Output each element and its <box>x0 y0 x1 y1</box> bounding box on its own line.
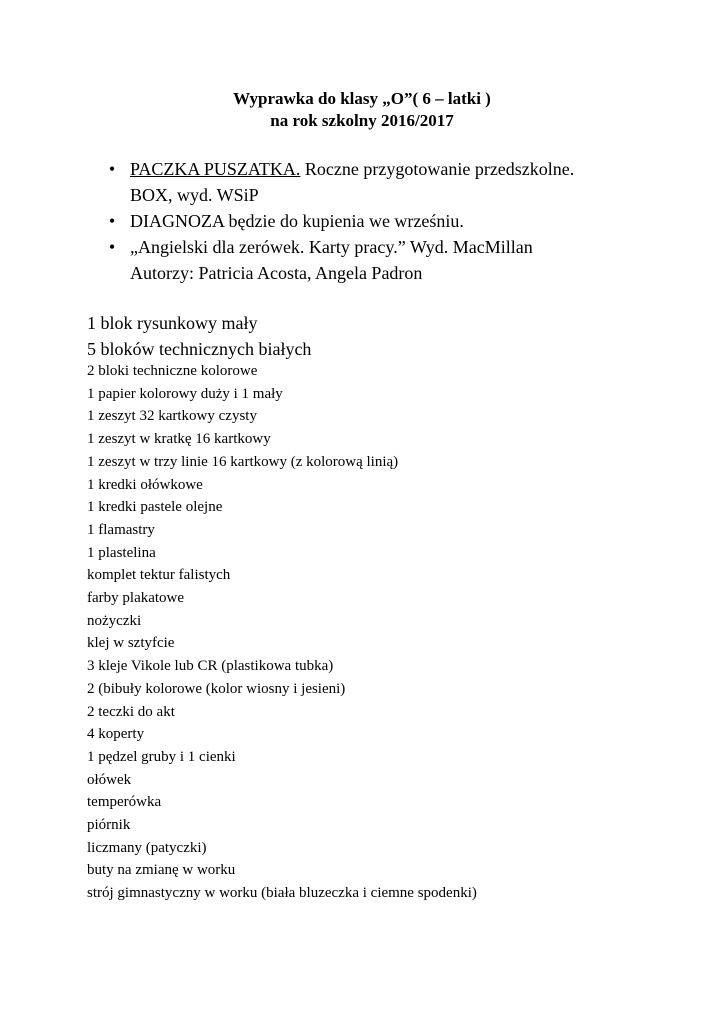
supply-list-large <box>87 310 311 362</box>
list-item: 1 plastelina <box>87 544 156 561</box>
bullet-item-text: Roczne przygotowanie przedszkolne. <box>300 159 575 179</box>
list-item: buty na zmianę w worku <box>87 862 236 879</box>
list-item: 5 bloków technicznych białych <box>87 339 312 359</box>
list-item: strój gimnastyczny w worku (biała bluzeczka i ciemne spodenki) <box>87 885 477 902</box>
list-item: 1 zeszyt 32 kartkowy czysty <box>87 408 257 425</box>
list-item: farby plakatowe <box>87 590 185 607</box>
list-item: 1 zeszyt w kratkę 16 kartkowy <box>87 431 271 448</box>
list-item: 2 bloki techniczne kolorowe <box>87 363 258 379</box>
bullet-list <box>105 156 665 286</box>
list-item: 1 flamastry <box>87 521 155 538</box>
list-item: 3 kleje Vikole lub CR (plastikowa tubka) <box>87 658 334 675</box>
list-item: 1 papier kolorowy duży i 1 mały <box>87 385 283 402</box>
list-item: 1 kredki pastele olejne <box>87 499 223 516</box>
list-item: 1 kredki ołówkowe <box>87 476 203 493</box>
bullet-icon: • <box>108 237 116 257</box>
list-item: liczmany (patyczki) <box>87 839 207 856</box>
bullet-item-continuation: BOX, wyd. WSiP <box>130 185 259 205</box>
supply-list <box>87 360 477 905</box>
list-item: 2 teczki do akt <box>87 703 175 720</box>
list-item: 1 pędzel gruby i 1 cienki <box>87 748 236 765</box>
bullet-item-paczka <box>105 156 665 208</box>
list-item: komplet tektur falistych <box>87 567 231 584</box>
list-item: temperówka <box>87 794 162 811</box>
bullet-item-text: DIAGNOZA będzie do kupienia we wrześniu. <box>130 211 464 231</box>
list-item: klej w sztyfcie <box>87 635 175 652</box>
bullet-icon: • <box>108 211 116 231</box>
document-title-line-1: Wyprawka do klasy „O”( 6 – latki ) <box>233 89 491 108</box>
list-item: 1 zeszyt w trzy linie 16 kartkowy (z kolorową linią) <box>87 453 399 470</box>
list-item: nożyczki <box>87 612 142 629</box>
list-item: 2 (bibuły kolorowe (kolor wiosny i jesieni) <box>87 680 346 697</box>
list-item: 4 koperty <box>87 726 145 743</box>
bullet-icon: • <box>108 159 116 179</box>
list-item: 1 blok rysunkowy mały <box>87 313 258 333</box>
bullet-item-continuation: Autorzy: Patricia Acosta, Angela Padron <box>130 263 423 283</box>
list-item: ołówek <box>87 771 132 788</box>
bullet-item-text: „Angielski dla zerówek. Karty pracy.” Wyd. MacMillan <box>130 237 533 257</box>
list-item: piórnik <box>87 817 131 834</box>
bullet-item-diagnoza <box>105 208 665 234</box>
document-title-line-2: na rok szkolny 2016/2017 <box>270 111 454 130</box>
bullet-item-underlined-text: PACZKA PUSZATKA. <box>130 159 301 179</box>
bullet-item-angielski <box>105 234 665 286</box>
